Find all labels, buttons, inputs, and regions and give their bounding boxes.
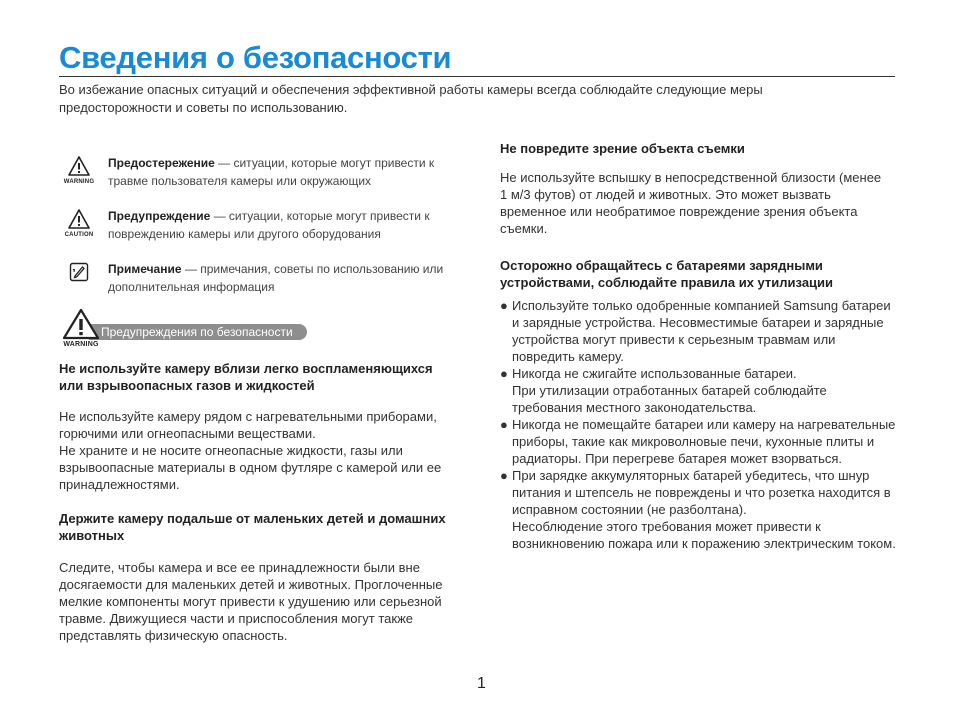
- section-body-children: Следите, чтобы камера и все ее принадлежности были вне досягаемости для маленьких детей и животных. Проглоченные мелкие компоненты могут привести к удушению или серьезной травме. Движущиеся части и приспособления могут также представлять физическую опасность.: [59, 560, 443, 643]
- legend-note-desc: — примечания, советы по использованию или дополнительная информация: [108, 262, 444, 294]
- section-body-flammable-2: Не храните и не носите огнеопасные жидкости, газы или взрывоопасные материалы в одном футляре с камерой или ее принадлежностями.: [59, 443, 442, 492]
- bullet-icon: ●: [500, 417, 508, 432]
- bullet-icon: ●: [500, 298, 508, 313]
- title-divider: [59, 76, 895, 77]
- bullet-text: Никогда не помещайте батареи или камеру на нагревательные приборы, такие как микроволновые печи, кухонные плиты и радиаторы. При перегреве батарея может взорваться.: [512, 417, 896, 466]
- legend-note-text: [108, 260, 459, 296]
- legend-warning-desc: — ситуации, которые могут привести к травме пользователя камеры или окружающих: [108, 156, 435, 188]
- bullet-extra-text: При утилизации отработанных батарей соблюдайте требования местного законодательства.: [512, 383, 827, 415]
- legend-warning-term: Предостережение: [108, 156, 215, 170]
- caution-caption: CAUTION: [64, 232, 94, 238]
- legend-caution-text: [108, 207, 459, 243]
- intro-text: Во избежание опасных ситуаций и обеспечения эффективной работы камеры всегда соблюдайте следующие меры предосторожности и советы по использованию.: [59, 82, 763, 115]
- section-body-flammable-1: Не используйте камеру рядом с нагревательными приборами, горючими или огнеопасными веществами.: [59, 409, 437, 441]
- bullet-extra-text: Несоблюдение этого требования может привести к возникновению пожара или к поражению электрическим током.: [512, 519, 896, 551]
- right-column: [500, 140, 900, 552]
- page-title: Сведения о безопасности: [59, 40, 452, 75]
- banner-warning-icon: [59, 308, 103, 348]
- bullet-icon: ●: [500, 468, 508, 483]
- banner-caption: WARNING: [63, 341, 99, 348]
- bullet-text: Никогда не сжигайте использованные батареи.: [512, 366, 797, 381]
- legend-note: [59, 260, 459, 300]
- caution-icon: [59, 209, 99, 239]
- legend-caution: [59, 207, 459, 247]
- list-item: [500, 365, 900, 416]
- section-heading-vision: Не повредите зрение объекта съемки: [500, 141, 745, 156]
- legend-warning: [59, 154, 459, 194]
- section-body-vision: Не используйте вспышку в непосредственной близости (менее 1 м/3 футов) от людей и животных. Это может вызвать временное или необратимое повреждение зрения объекта съемки.: [500, 170, 882, 236]
- bullet-text: При зарядке аккумуляторных батарей убедитесь, что шнур питания и штепсель не повреждены и что розетка находится в исправном состоянии (не разболтана).: [512, 468, 891, 517]
- legend-caution-term: Предупреждение: [108, 209, 211, 223]
- page-number: 1: [477, 675, 486, 692]
- warning-icon: [59, 156, 99, 186]
- left-column: [59, 150, 459, 644]
- section-heading-batteries: Осторожно обращайтесь с батареями зарядными устройствами, соблюдайте правила их утилизации: [500, 258, 834, 290]
- safety-warnings-banner: [59, 308, 459, 358]
- bullet-icon: ●: [500, 366, 508, 381]
- banner-label: Предупреждения по безопасности: [89, 324, 307, 340]
- list-item: [500, 297, 900, 365]
- legend-note-term: Примечание: [108, 262, 182, 276]
- section-heading-children: Держите камеру подальше от маленьких детей и домашних животных: [59, 511, 446, 543]
- battery-bullet-list: [500, 297, 900, 552]
- legend-caution-desc: — ситуации, которые могут привести к повреждению камеры или другого оборудования: [108, 209, 430, 241]
- warning-caption: WARNING: [63, 179, 95, 185]
- list-item: [500, 467, 900, 552]
- legend-warning-text: [108, 154, 459, 190]
- section-heading-flammable: Не используйте камеру вблизи легко воспламеняющихся или взрывоопасных газов и жидкостей: [59, 361, 433, 393]
- bullet-text: Используйте только одобренные компанией Samsung батареи и зарядные устройства. Несовместимые батареи и зарядные устройства могут привести к серьезным травмам или повредить камеру.: [512, 298, 891, 364]
- note-icon: [59, 262, 99, 285]
- list-item: [500, 416, 900, 467]
